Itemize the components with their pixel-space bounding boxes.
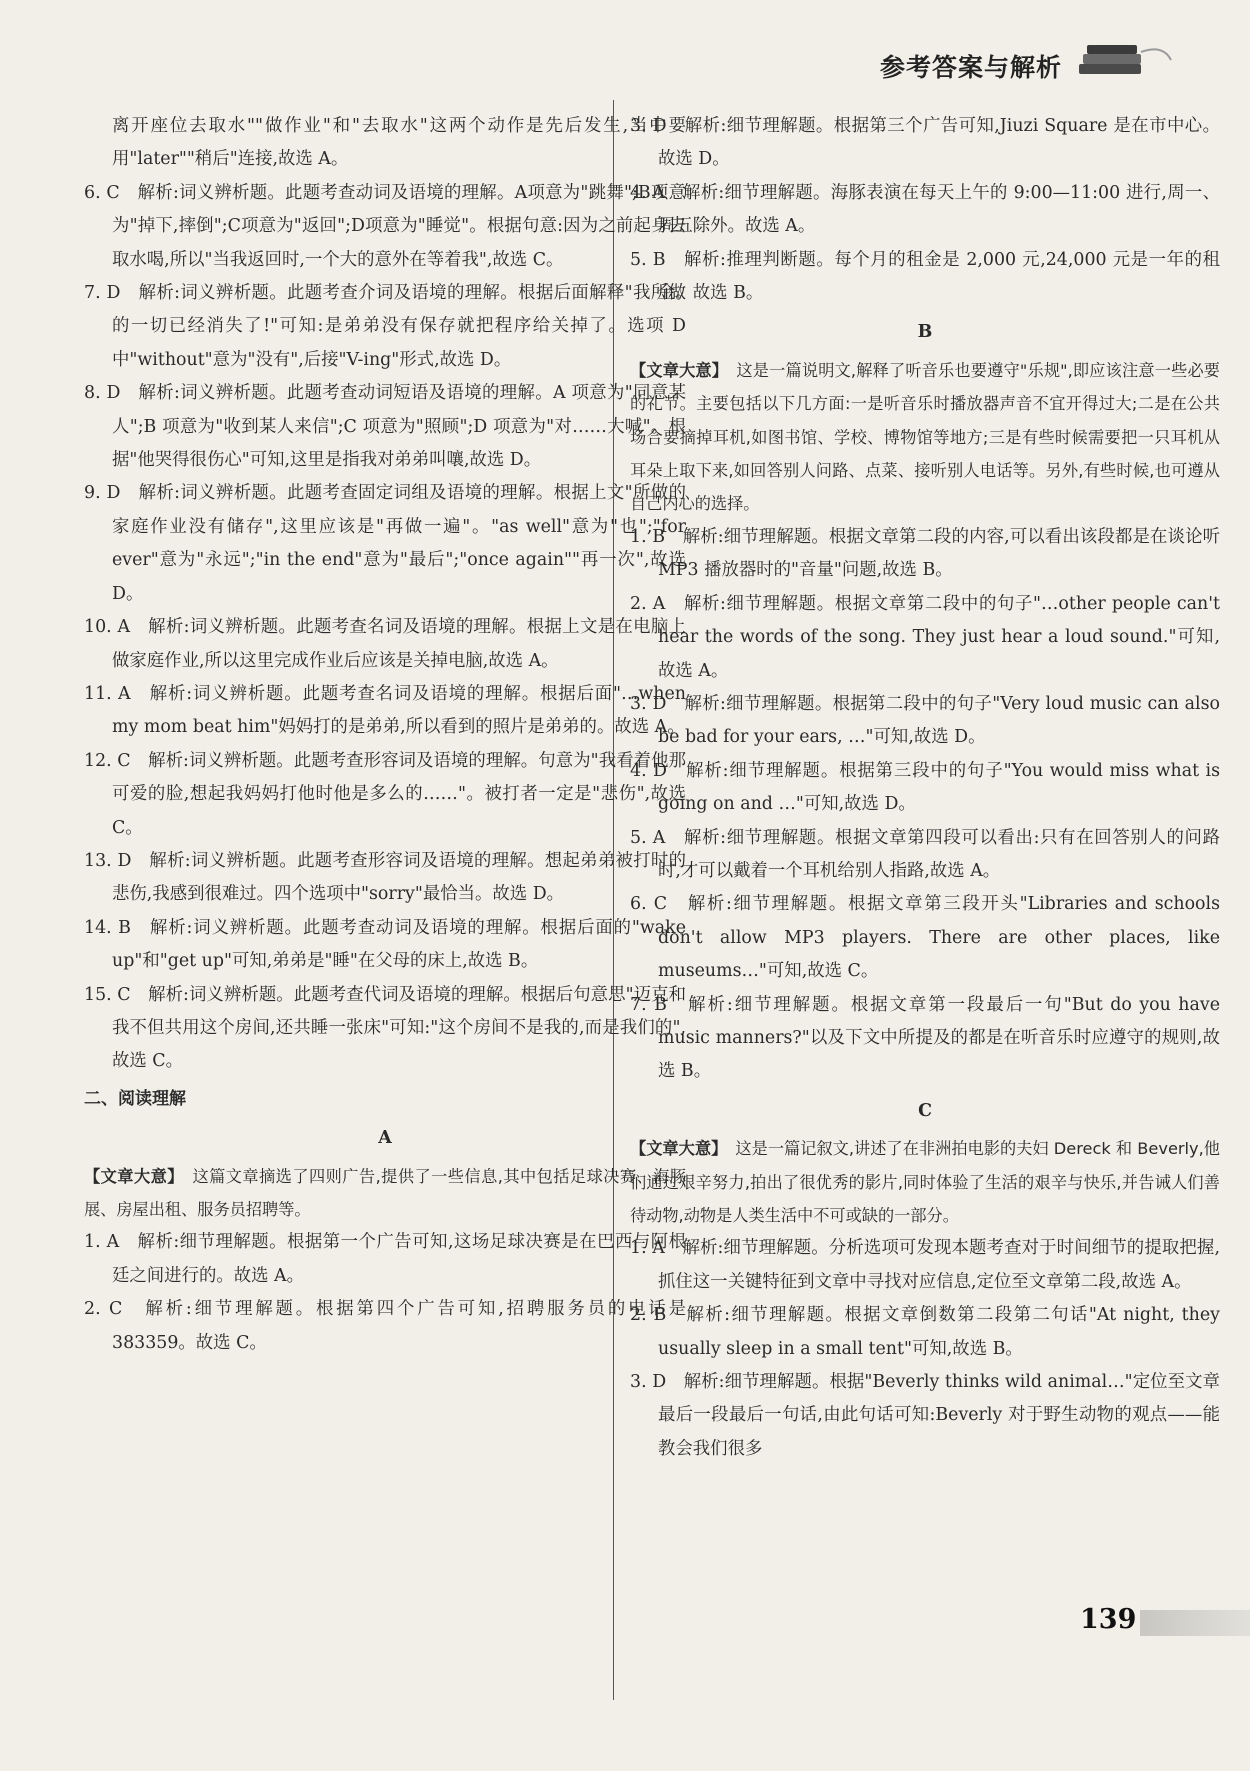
part-heading: A xyxy=(378,1128,392,1149)
summary-tag: 【文章大意】 xyxy=(630,1139,720,1159)
page-number: 139 xyxy=(1080,1604,1137,1635)
right-column xyxy=(630,110,1220,1466)
answer-item: 1. B 解析:细节理解题。根据文章第二段的内容,可以看出该段都是在谈论听 MP3 播放器时的"音量"问题,故选 B。 xyxy=(630,526,1220,581)
answer-item: 5. A 解析:细节理解题。根据文章第四段可以看出:只有在回答别人的问路时,才可以戴着一个耳机给别人指路,故选 A。 xyxy=(630,827,1220,881)
answer-item: 3. D 解析:细节理解题。根据第三个广告可知,Jiuzi Square 是在市中心。故选 D。 xyxy=(630,116,1220,170)
left-column xyxy=(84,110,686,1360)
answer-item: 6. C 解析:词义辨析题。此题考查动词及语境的理解。A项意为"跳舞";B项意为"掉下,摔倒";C项意为"返回";D项意为"睡觉"。根据句意:因为之前起身去取水喝,所以"当我返回时,一个大的意外在等着我",故选 C。 xyxy=(84,182,686,270)
answer-item: 2. C 解析:细节理解题。根据第四个广告可知,招聘服务员的电话是 383359。故选 C。 xyxy=(84,1299,686,1353)
summary-tag: 【文章大意】 xyxy=(84,1166,176,1186)
answer-item: 9. D 解析:词义辨析题。此题考查固定词组及语境的理解。根据上文"所做的家庭作业没有储存",这里应该是"再做一遍"。"as well"意为"也";"for ever"意为"永远";"in the end"意为"最后";"once again""再一次",故选 D。 xyxy=(84,483,686,604)
answer-item: 8. D 解析:词义辨析题。此题考查动词短语及语境的理解。A 项意为"同意某人";B 项意为"收到某人来信";C 项意为"照顾";D 项意为"对……大喊"。根据"他哭得很伤心"可知,这里是指我对弟弟叫嚷,故选 D。 xyxy=(84,383,686,471)
stacked-books-icon xyxy=(1075,42,1175,82)
answer-item: 1. A 解析:细节理解题。分析选项可发现本题考查对于时间细节的提取把握,抓住这一关键特征到文章中寻找对应信息,定位至文章第二段,故选 A。 xyxy=(630,1238,1220,1292)
answer-item: 11. A 解析:词义辨析题。此题考查名词及语境的理解。根据后面"…when my mom beat him"妈妈打的是弟弟,所以看到的照片是弟弟的。故选 A。 xyxy=(84,683,686,738)
page-number-bar xyxy=(1140,1610,1250,1636)
answer-item: 3. D 解析:细节理解题。根据"Beverly thinks wild animal…"定位至文章最后一段最后一句话,由此句话可知:Beverly 对于野生动物的观点——能教会我们很多 xyxy=(630,1372,1220,1459)
summary-text: 这篇文章摘选了四则广告,提供了一些信息,其中包括足球决赛、海豚展、房屋出租、服务员招聘等。 xyxy=(84,1166,686,1219)
answer-item: 14. B 解析:词义辨析题。此题考查动词及语境的理解。根据后面的"wake up"和"get up"可知,弟弟是"睡"在父母的床上,故选 B。 xyxy=(84,917,686,972)
summary-text: 这是一篇记叙文,讲述了在非洲拍电影的夫妇 Dereck 和 Beverly,他们通过艰辛努力,拍出了很优秀的影片,同时体验了生活的艰辛与快乐,并告诫人们善待动物,动物是人类生活中不可或缺的一部分。 xyxy=(630,1139,1220,1225)
part-heading: C xyxy=(918,1100,932,1121)
summary-tag: 【文章大意】 xyxy=(630,360,721,380)
answer-item: 6. C 解析:细节理解题。根据文章第三段开头"Libraries and schools don't allow MP3 players. There are other places, like museums…"可知,故选 C。 xyxy=(630,894,1220,982)
answer-item: 1. A 解析:细节理解题。根据第一个广告可知,这场足球决赛是在巴西与阿根廷之间进行的。故选 A。 xyxy=(84,1232,686,1286)
answer-item: 13. D 解析:词义辨析题。此题考查形容词及语境的理解。想起弟弟被打时的悲伤,我感到很难过。四个选项中"sorry"最恰当。故选 D。 xyxy=(84,850,686,905)
answer-item: 4. D 解析:细节理解题。根据第三段中的句子"You would miss what is going on and …"可知,故选 D。 xyxy=(630,760,1220,815)
section-heading: 二、阅读理解 xyxy=(84,1088,186,1109)
answer-item: 7. B 解析:细节理解题。根据文章第一段最后一句"But do you have music manners?"以及下文中所提及的都是在听音乐时应遵守的规则,故选 B。 xyxy=(630,994,1220,1082)
answer-item: 15. C 解析:词义辨析题。此题考查代词及语境的理解。根据后句意思"迈克和我不但共用这个房间,还共睡一张床"可知:"这个房间不是我的,而是我们的",故选 C。 xyxy=(84,984,686,1072)
answer-item: 12. C 解析:词义辨析题。此题考查形容词及语境的理解。句意为"我看着他那可爱的脸,想起我妈妈打他时他是多么的……"。被打者一定是"悲伤",故选 C。 xyxy=(84,750,686,838)
answer-item: 3. D 解析:细节理解题。根据第二段中的句子"Very loud music can also be bad for your ears, …"可知,故选 D。 xyxy=(630,693,1220,748)
page-header-title: 参考答案与解析 xyxy=(880,53,1063,82)
article-summary xyxy=(630,354,1220,521)
part-heading: B xyxy=(917,322,933,343)
answer-item: 离开座位去取水""做作业"和"去取水"这两个动作是先后发生,当中要用"later""稍后"连接,故选 A。 xyxy=(112,116,686,170)
answer-item: 2. B 解析:细节理解题。根据文章倒数第二段第二句话"At night, they usually sleep in a small tent"可知,故选 B。 xyxy=(630,1305,1220,1359)
answer-item: 5. B 解析:推理判断题。每个月的租金是 2,000 元,24,000 元是一年的租金。故选 B。 xyxy=(630,249,1220,304)
answer-item: 4. A 解析:细节理解题。海豚表演在每天上午的 9:00—11:00 进行,周一、周五除外。故选 A。 xyxy=(630,182,1220,237)
article-summary xyxy=(630,1132,1220,1232)
article-summary xyxy=(84,1160,686,1227)
answer-item: 7. D 解析:词义辨析题。此题考查介词及语境的理解。根据后面解释"我所做的一切已经消失了!"可知:是弟弟没有保存就把程序给关掉了。选项 D 中"without"意为"没有",后接"V-ing"形式,故选 D。 xyxy=(84,283,686,370)
answer-item: 2. A 解析:细节理解题。根据文章第二段中的句子"…other people can't hear the words of the song. They just hear a loud sound."可知,故选 A。 xyxy=(630,593,1220,681)
answer-item: 10. A 解析:词义辨析题。此题考查名词及语境的理解。根据上文是在电脑上做家庭作业,所以这里完成作业后应该是关掉电脑,故选 A。 xyxy=(84,617,686,671)
summary-text: 这是一篇说明文,解释了听音乐也要遵守"乐规",即应该注意一些必要的礼节。主要包括以下几方面:一是听音乐时播放器声音不宜开得过大;二是在公共场合要摘掉耳机,如图书馆、学校、博物馆等地方;三是有些时候需要把一只耳机从耳朵上取下来,如回答别人问路、点菜、接听别人电话等。另外,有些时候,也可遵从自己内心的选择。 xyxy=(630,360,1220,514)
